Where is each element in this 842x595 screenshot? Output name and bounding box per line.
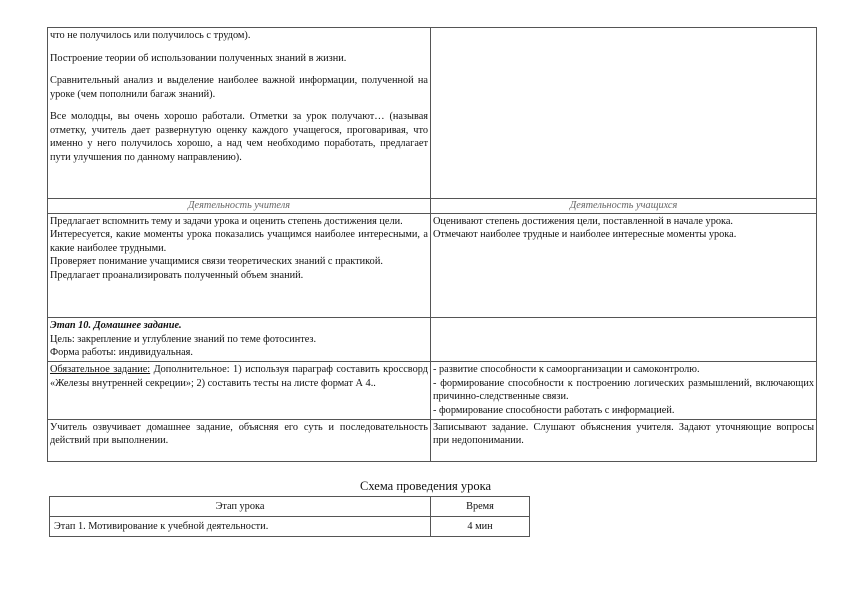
empty-cell	[431, 318, 817, 362]
reflection-teacher-cell	[48, 213, 431, 318]
scheme-stage-cell: Этап 1. Мотивирование к учебной деятельности.	[50, 517, 431, 537]
table-row	[48, 362, 817, 419]
teacher-action-cell: Учитель озвучивает домашнее задание, объясняя его суть и последовательность действий при выполнении.	[48, 419, 431, 461]
empty-cell	[431, 28, 817, 199]
scheme-time-cell: 4 мин	[431, 517, 530, 537]
table-row	[48, 318, 817, 362]
stage10-title: Этап 10. Домашнее задание.	[50, 320, 182, 332]
students-action-cell: Записывают задание. Слушают объяснения учителя. Задают уточняющие вопросы при недопонимании.	[431, 419, 817, 461]
summary-paragraph-4: Все молодцы, вы очень хорошо работали. Отметки за урок получают… (называя отметку, учитель дает развернутую оценку каждого учащегося, проговаривая, что именно у него получилось хорошо, а над чем необходимо поработать, предлагает пути улучшения по данному направлению).	[50, 111, 428, 163]
reflection-students-2: Отмечают наиболее трудные и наиболее интересные моменты урока.	[433, 229, 737, 241]
outcome-3: - формирование способности работать с информацией.	[433, 404, 675, 416]
table-row	[48, 28, 817, 199]
table-row	[48, 419, 817, 461]
reflection-teacher-1: Предлагает вспомнить тему и задачи урока и оценить степень достижения цели.	[50, 215, 403, 227]
scheme-col-stage: Этап урока	[50, 497, 431, 517]
header-students: Деятельность учащихся	[431, 198, 817, 213]
scheme-title: Схема проведения урока	[360, 479, 492, 493]
stage10-goal: Цель: закрепление и углубление знаний по теме фотосинтез.	[50, 333, 317, 345]
scheme-table	[49, 496, 530, 537]
table-row	[50, 517, 530, 537]
outcome-2: - формирование способности к построению логических размышлений, включающих причинно-следственные связи.	[433, 377, 814, 403]
reflection-teacher-2: Интересуется, какие моменты урока показались учащимся наиболее интересными, а какие наиболее трудными.	[50, 229, 428, 254]
stage10-form: Форма работы: индивидуальная.	[50, 347, 193, 359]
task-text: Дополнительное: 1) используя параграф составить кроссворд «Железы внутренней секреции»; 2) составить тесты на листе формат А 4..	[50, 364, 428, 389]
header-teacher: Деятельность учителя	[48, 198, 431, 213]
reflection-students-1: Оценивают степень достижения цели, поставленной в начале урока.	[433, 215, 733, 227]
stage10-header-cell	[48, 318, 431, 362]
summary-cell	[48, 28, 431, 199]
summary-paragraph-3: Сравнительный анализ и выделение наиболее важной информации, полученной на уроке (чем пополнили багаж знаний).	[50, 75, 428, 100]
header-row	[48, 198, 817, 213]
lesson-plan-table	[47, 27, 817, 462]
outcome-1: - развитие способности к самоорганизации и самоконтролю.	[433, 364, 700, 376]
task-label: Обязательное задание:	[50, 364, 151, 376]
reflection-teacher-3: Проверяет понимание учащимися связи теоретических знаний с практикой.	[50, 256, 383, 268]
scheme-col-time: Время	[431, 497, 530, 517]
scheme-header-row	[50, 497, 530, 517]
summary-paragraph-1: что не получилось или получилось с трудом).	[50, 30, 251, 41]
homework-outcomes-cell	[431, 362, 817, 419]
homework-task-cell	[48, 362, 431, 419]
reflection-students-cell	[431, 213, 817, 318]
reflection-teacher-4: Предлагает проанализировать полученный объем знаний.	[50, 269, 304, 281]
summary-paragraph-2: Построение теории об использовании полученных знаний в жизни.	[50, 52, 347, 64]
table-row	[48, 213, 817, 318]
